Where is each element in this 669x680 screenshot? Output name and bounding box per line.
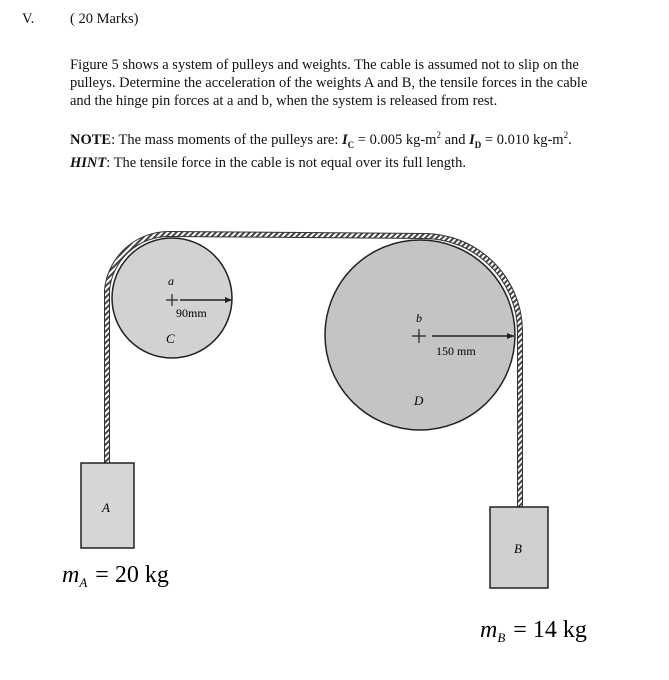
hint-text: : The tensile force in the cable is not equal over its full length. — [106, 154, 466, 171]
mass-b-label — [480, 617, 587, 645]
mass-a-sym: m — [62, 562, 80, 588]
block-b-label: B — [514, 541, 522, 556]
mass-b-sym: m — [480, 617, 498, 643]
pin-b-label: b — [416, 311, 422, 325]
note-line: NOTE: The mass moments of the pulleys are: $I_C = 0.005$ $kg-m^2$ and $I_D = 0.010$ $kg-m^2$. — [70, 130, 572, 150]
pulley-d-label: D — [414, 393, 424, 408]
ic-symbol: I — [341, 131, 348, 148]
statement-line-2: pulleys. Determine the acceleration of the weights A and B, the tensile forces in the cable — [70, 75, 588, 91]
ic-value: = 0.005 kg-m — [354, 131, 437, 148]
hint-label: HINT — [70, 154, 107, 171]
pin-a-label: a — [168, 274, 174, 288]
pulley-c-label: C — [166, 331, 175, 346]
mass-b-sub: B — [497, 630, 506, 645]
question-number: V. — [22, 11, 35, 27]
and-text: and — [440, 131, 470, 148]
statement-line-1: Figure 5 shows a system of pulleys and weights. The cable is assumed not to slip on the — [70, 57, 579, 73]
statement-line-3: and the hinge pin forces at a and b, when the system is released from rest. — [70, 93, 498, 109]
id-exp: 2 — [563, 130, 569, 140]
radius-c-label: 90mm — [176, 306, 207, 320]
mass-a-label — [62, 562, 169, 590]
question-marks: ( 20 Marks) — [70, 11, 139, 27]
mass-b-value: = 14 kg — [513, 617, 587, 643]
note-label: NOTE — [70, 131, 112, 148]
id-symbol: I — [469, 131, 475, 148]
block-a-label: A — [102, 500, 110, 515]
radius-d-label: 150 mm — [436, 344, 476, 358]
id-value: = 0.010 kg-m — [481, 131, 564, 148]
note-text: : The mass moments of the pulleys are: — [111, 131, 342, 148]
mass-a-sub: A — [79, 575, 88, 590]
ic-sub: C — [347, 139, 355, 150]
id-sub: D — [474, 139, 482, 150]
ic-exp: 2 — [436, 130, 441, 140]
mass-a-value: = 20 kg — [95, 562, 169, 588]
